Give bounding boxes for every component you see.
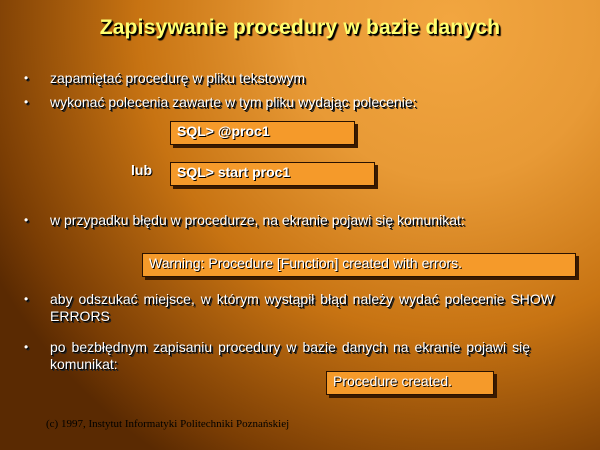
success-message-box: Procedure created.: [326, 371, 494, 395]
bullet-marker: •: [24, 71, 29, 85]
bullet-marker: •: [24, 340, 29, 354]
warning-message-box: Warning: Procedure [Function] created with errors.: [142, 253, 576, 277]
bullet-marker: •: [24, 95, 29, 109]
sql-command-box: SQL> start proc1: [170, 162, 375, 186]
copyright-footer: (c) 1997, Instytut Informatyki Politechniki Poznańskiej: [46, 418, 290, 430]
bullet-marker: •: [24, 292, 29, 306]
bullet-text: aby odszukać miejsce, w którym wystąpił błąd należy wydać polecenie SHOW ERRORS: [50, 291, 554, 324]
bullet-marker: •: [24, 213, 29, 227]
sql-command-box: SQL> @proc1: [170, 121, 355, 145]
slide-title: Zapisywanie procedury w bazie danych: [99, 16, 501, 39]
bullet-text: zapamiętać procedurę w pliku tekstowym: [50, 70, 306, 86]
or-label: lub: [131, 162, 152, 178]
bullet-text: wykonać polecenia zawarte w tym pliku wydając polecenie:: [50, 94, 417, 110]
bullet-text: w przypadku błędu w procedurze, na ekranie pojawi się komunikat:: [50, 212, 465, 228]
bullet-text: po bezbłędnym zapisaniu procedury w bazie danych na ekranie pojawi się komunikat:: [50, 339, 530, 372]
